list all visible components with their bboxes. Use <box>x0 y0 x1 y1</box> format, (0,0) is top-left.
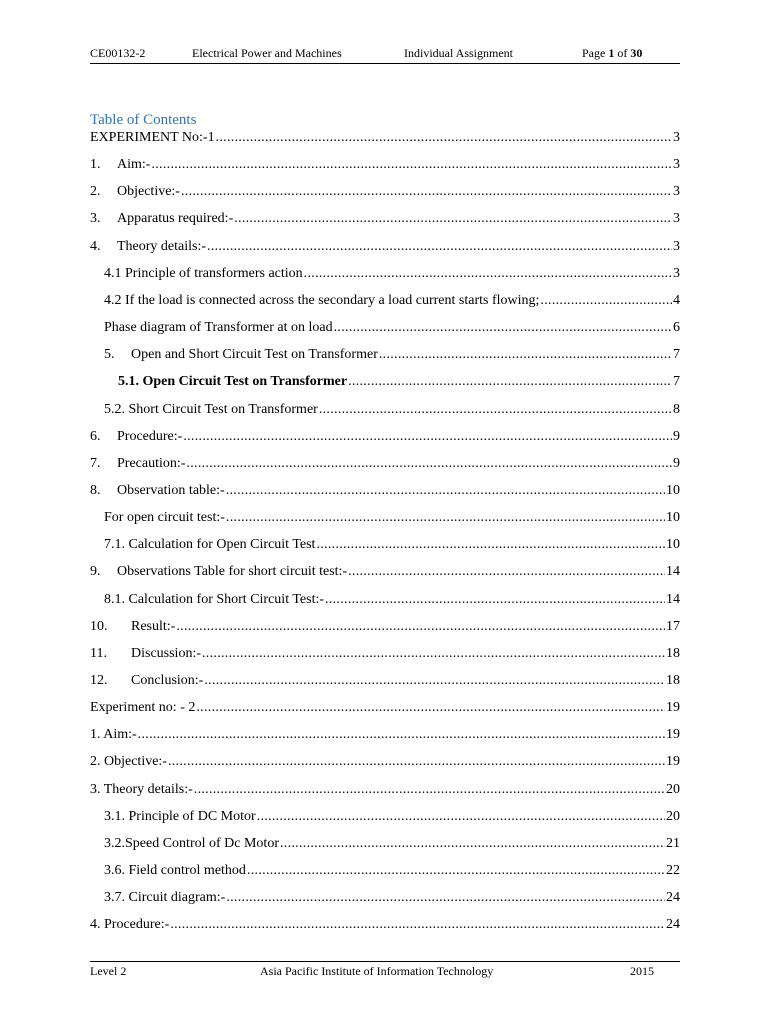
toc-entry-page: 14 <box>666 564 680 579</box>
toc-entry-page: 6 <box>673 320 680 335</box>
toc-entry-label: Experiment no: - 2 <box>90 700 196 715</box>
toc-dot-leader <box>151 156 672 174</box>
toc-entry-label: Conclusion:- <box>131 673 204 688</box>
toc-entry-number: 3. <box>90 211 101 226</box>
page-total: 30 <box>630 46 643 60</box>
toc-dot-leader <box>170 916 665 934</box>
toc-dot-leader <box>325 591 665 609</box>
toc-entry-label: 3.7. Circuit diagram:- <box>104 890 226 905</box>
toc-entry-label: Result:- <box>131 619 176 634</box>
toc-entry-number: 6. <box>90 429 101 444</box>
toc-entry-label: 4. Procedure:- <box>90 917 170 932</box>
toc-entry[interactable] <box>104 401 680 419</box>
toc-entry-page: 9 <box>673 429 680 444</box>
page-number <box>582 44 642 62</box>
toc-dot-leader <box>257 808 665 826</box>
toc-dot-leader <box>216 129 672 147</box>
course-code: CE00132-2 <box>90 46 146 60</box>
toc-entry-page: 3 <box>673 211 680 226</box>
toc-entry-page: 18 <box>666 646 680 661</box>
toc-dot-leader <box>186 455 672 473</box>
toc-entry[interactable] <box>90 618 680 636</box>
page-prefix: Page <box>582 46 609 60</box>
toc-entry-page: 3 <box>673 239 680 254</box>
toc-entry-page: 19 <box>666 727 680 742</box>
toc-entry-label: 3.1. Principle of DC Motor <box>104 809 256 824</box>
header-divider <box>90 63 680 64</box>
toc-dot-leader <box>138 726 665 744</box>
toc-entry-page: 8 <box>673 402 680 417</box>
toc-dot-leader <box>183 428 672 446</box>
footer-year: 2015 <box>630 964 654 978</box>
toc-entry-label: 2. Objective:- <box>90 754 167 769</box>
toc-entry-page: 4 <box>673 293 680 308</box>
toc-entry[interactable] <box>104 319 680 337</box>
toc-entry[interactable] <box>104 292 680 310</box>
toc-dot-leader <box>226 509 665 527</box>
toc-entry-number: 11. <box>90 646 107 661</box>
toc-entry-label: 5.1. Open Circuit Test on Transformer <box>118 374 348 389</box>
toc-dot-leader <box>316 536 665 554</box>
toc-entry-label: 3. Theory details:- <box>90 782 193 797</box>
toc-entry-page: 10 <box>666 510 680 525</box>
toc-entry[interactable] <box>90 726 680 744</box>
toc-entry-label: Discussion:- <box>131 646 201 661</box>
toc-entry-page: 24 <box>666 917 680 932</box>
toc-entry[interactable] <box>90 156 680 174</box>
toc-entry[interactable] <box>104 835 680 853</box>
toc-entry[interactable] <box>104 808 680 826</box>
toc-dot-leader <box>207 238 672 256</box>
toc-dot-leader <box>348 563 665 581</box>
toc-entry-label: For open circuit test:- <box>104 510 225 525</box>
footer-institute: Asia Pacific Institute of Information Technology <box>260 964 494 978</box>
toc-entry[interactable] <box>90 482 680 500</box>
toc-entry-page: 19 <box>666 700 680 715</box>
toc-entry[interactable] <box>104 265 680 283</box>
toc-dot-leader <box>176 618 665 636</box>
toc-dot-leader <box>202 645 665 663</box>
toc-dot-leader <box>226 889 665 907</box>
toc-entry-number: 4. <box>90 239 101 254</box>
assignment-type: Individual Assignment <box>404 46 513 60</box>
footer-level: Level 2 <box>90 964 127 978</box>
toc-entry[interactable] <box>90 753 680 771</box>
toc-entry-page: 22 <box>666 863 680 878</box>
toc-title: Table of Contents <box>90 112 197 128</box>
toc-entry-label: 3.6. Field control method <box>104 863 246 878</box>
page-header <box>90 44 680 62</box>
toc-entry-page: 17 <box>666 619 680 634</box>
toc-entry-label: 5.2. Short Circuit Test on Transformer <box>104 402 318 417</box>
toc-entry-label: 3.2.Speed Control of Dc Motor <box>104 836 279 851</box>
toc-entry-page: 9 <box>673 456 680 471</box>
toc-entry-label: Procedure:- <box>117 429 183 444</box>
toc-dot-leader <box>348 373 672 391</box>
toc-entry-page: 18 <box>666 673 680 688</box>
toc-dot-leader <box>204 672 665 690</box>
toc-dot-leader <box>334 319 672 337</box>
toc-dot-leader <box>247 862 665 880</box>
toc-entry-number: 12. <box>90 673 108 688</box>
toc-entry-number: 7. <box>90 456 101 471</box>
toc-entry[interactable] <box>90 699 680 717</box>
toc-dot-leader <box>181 183 672 201</box>
toc-entry-page: 20 <box>666 809 680 824</box>
toc-entry-label: EXPERIMENT No:-1 <box>90 130 215 145</box>
toc-dot-leader <box>304 265 672 283</box>
toc-entry-number: 1. <box>90 157 101 172</box>
toc-dot-leader <box>168 753 665 771</box>
toc-entry[interactable] <box>90 563 680 581</box>
toc-entry[interactable] <box>90 129 680 147</box>
toc-entry-label: Observations Table for short circuit test:- <box>117 564 348 579</box>
toc-entry[interactable] <box>90 428 680 446</box>
page-of: of <box>614 46 631 60</box>
toc-entry[interactable] <box>104 509 680 527</box>
toc-entry-page: 7 <box>673 374 680 389</box>
toc-entry-label: 7.1. Calculation for Open Circuit Test <box>104 537 316 552</box>
toc-dot-leader <box>280 835 665 853</box>
toc-entry-page: 24 <box>666 890 680 905</box>
toc-entry[interactable] <box>90 645 680 663</box>
toc-entry-page: 10 <box>666 483 680 498</box>
toc-dot-leader <box>194 781 665 799</box>
toc-entry-page: 10 <box>666 537 680 552</box>
toc-entry-page: 20 <box>666 782 680 797</box>
toc-entry-label: 8.1. Calculation for Short Circuit Test:- <box>104 592 325 607</box>
toc-entry[interactable] <box>90 455 680 473</box>
toc-dot-leader <box>319 401 672 419</box>
toc-entry[interactable] <box>104 591 680 609</box>
toc-entry[interactable] <box>104 862 680 880</box>
toc-entry-number: 5. <box>104 347 115 362</box>
toc-entry-page: 14 <box>666 592 680 607</box>
module-name: Electrical Power and Machines <box>192 46 342 60</box>
toc-dot-leader <box>234 210 672 228</box>
page-footer <box>90 962 680 980</box>
toc-entry-page: 3 <box>673 184 680 199</box>
toc-entry-label: Phase diagram of Transformer at on load <box>104 320 333 335</box>
toc-entry[interactable] <box>104 536 680 554</box>
toc-entry-page: 19 <box>666 754 680 769</box>
toc-entry[interactable] <box>90 916 680 934</box>
toc-entry-number: 8. <box>90 483 101 498</box>
toc-entry[interactable] <box>104 889 680 907</box>
toc-dot-leader <box>379 346 672 364</box>
toc-dot-leader <box>196 699 665 717</box>
toc-entry[interactable] <box>90 672 680 690</box>
toc-entry-label: Apparatus required:- <box>117 211 234 226</box>
toc-entry-page: 21 <box>666 836 680 851</box>
toc-entry-label: Aim:- <box>117 157 151 172</box>
toc-entry-label: 4.2 If the load is connected across the secondary a load current starts flowing; <box>104 293 540 308</box>
toc-entry-number: 10. <box>90 619 108 634</box>
toc-entry-page: 3 <box>673 130 680 145</box>
toc-entry-label: Open and Short Circuit Test on Transformer <box>131 347 378 362</box>
toc-dot-leader <box>226 482 665 500</box>
toc-entry[interactable] <box>104 346 680 364</box>
toc-entry-page: 7 <box>673 347 680 362</box>
toc-entry-label: 1. Aim:- <box>90 727 137 742</box>
toc-entry[interactable] <box>118 373 680 391</box>
toc-entry[interactable] <box>90 210 680 228</box>
toc-entry[interactable] <box>90 238 680 256</box>
page-current: 1 <box>608 46 615 60</box>
toc-entry-number: 9. <box>90 564 101 579</box>
toc-entry-number: 2. <box>90 184 101 199</box>
toc-entry-page: 3 <box>673 157 680 172</box>
toc-entry[interactable] <box>90 183 680 201</box>
toc-entry-label: Precaution:- <box>117 456 186 471</box>
toc-entry[interactable] <box>90 781 680 799</box>
toc-entry-label: Theory details:- <box>117 239 207 254</box>
toc-entry-label: Observation table:- <box>117 483 225 498</box>
toc-entry-label: Objective:- <box>117 184 180 199</box>
toc-entry-label: 4.1 Principle of transformers action <box>104 266 303 281</box>
toc-entry-page: 3 <box>673 266 680 281</box>
toc-dot-leader <box>540 292 672 310</box>
